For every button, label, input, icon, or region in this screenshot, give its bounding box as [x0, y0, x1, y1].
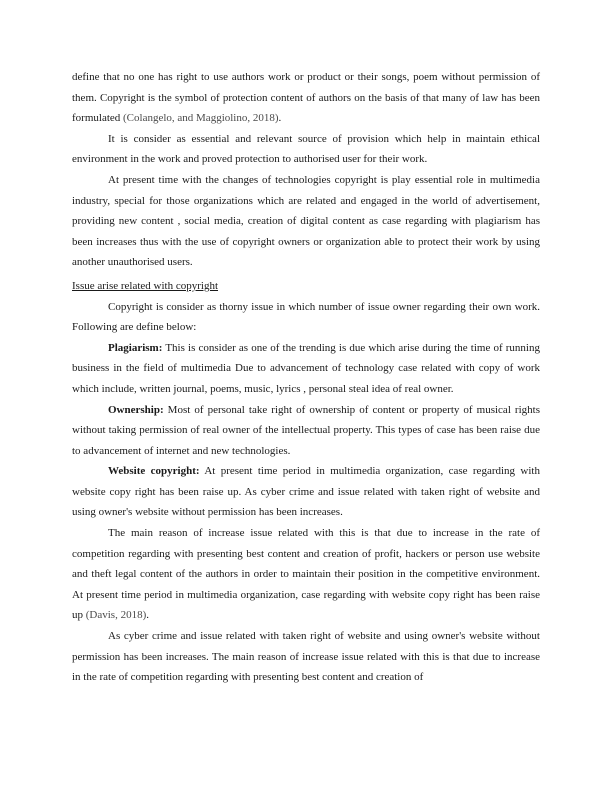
term-plagiarism: Plagiarism: — [108, 341, 163, 354]
paragraph-website-copyright — [72, 461, 540, 523]
paragraph-1 — [72, 67, 540, 129]
paragraph-ownership — [72, 400, 540, 462]
ownership-text: Most of personal take right of ownership of content or property of musical rights without taking permission of real owner of the intellectual property. This types of case has been raise due to advancement of internet and new technologies. — [72, 403, 540, 457]
citation-davis: (Davis, 2018) — [85, 609, 147, 622]
plagiarism-text: This is consider as one of the trending is due which arise during the time of running business in the field of multimedia Due to advancement of technology case related with copy of work which include, written journal, poems, music, lyrics , personal steal idea of real owner. — [72, 341, 540, 395]
term-website-copyright: Website copyright: — [108, 465, 200, 478]
paragraph-2: It is consider as essential and relevant source of provision which help in maintain ethical environment in the work and proved protection to authorised user for their work. — [72, 132, 540, 166]
citation-colangelo: (Colangelo, and Maggiolino, 2018) — [123, 112, 279, 125]
section-heading-line — [72, 273, 540, 297]
paragraph-1-text: define that no one has right to use authors work or product or their songs, poem without permission of them. Copyright is the symbol of protection content of authors on the basis of that many of law has been formulated — [72, 71, 540, 125]
term-ownership: Ownership: — [108, 403, 164, 416]
paragraph-1-end: . — [278, 112, 282, 125]
paragraph-9: As cyber crime and issue related with taken right of website and using owner's website without permission has been increases. The main reason of increase issue related with this is that due to increase in the rate of competition regarding with presenting best content and creation of — [72, 630, 540, 684]
paragraph-8 — [72, 523, 540, 626]
paragraph-plagiarism — [72, 338, 540, 400]
section-heading: Issue arise related with copyright — [72, 279, 219, 292]
paragraph-8-end: . — [146, 609, 149, 622]
paragraph-8-text: The main reason of increase issue related with this is that due to increase in the rate of competition regarding with presenting best content and creation of profit, hackers or person use website and theft legal content of the authors in order to maintain their position in the competitive environment. At present time period in multimedia organization, case regarding with website copy right has been raise up — [72, 527, 540, 622]
website-copyright-text: At present time period in multimedia organization, case regarding with website copy right has been raise up. As cyber crime and issue related with taken right of website and using owner's website without permission has been increases. — [72, 465, 540, 519]
paragraph-3: At present time with the changes of technologies copyright is play essential role in multimedia industry, special for those organizations which are related and engaged in the world of advertisement, providing new content , social media, creation of digital content as case regarding with plagiarism has been increases thus with the use of copyright owners or organization able to protect their work by using another unauthorised users. — [72, 173, 540, 269]
paragraph-4: Copyright is consider as thorny issue in which number of issue owner regarding their own work. Following are define below: — [72, 300, 540, 334]
